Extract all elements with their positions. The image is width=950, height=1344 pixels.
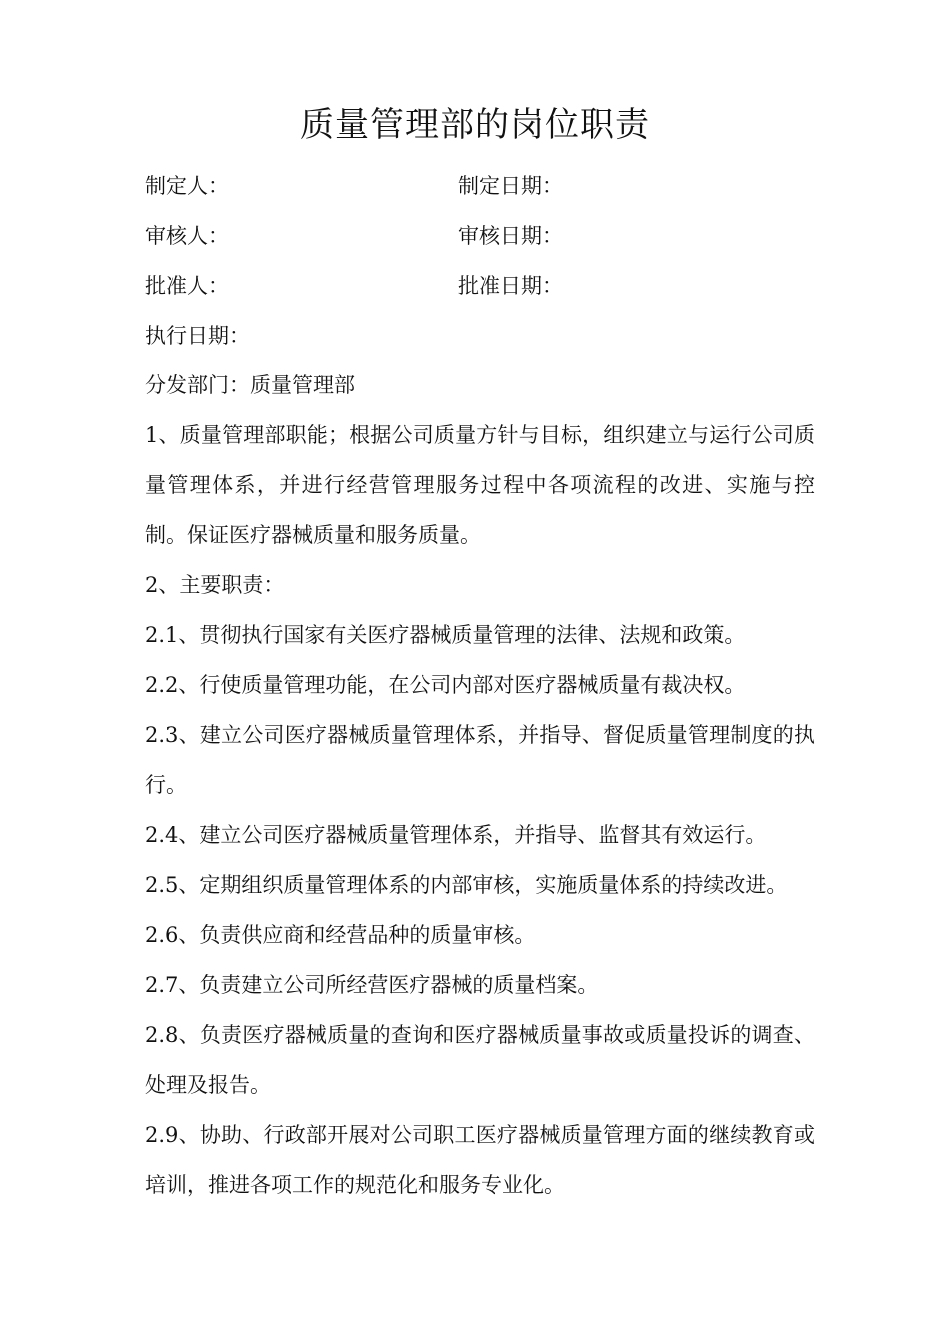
meta-row-distribution — [145, 360, 825, 410]
reviewed-by-label: 审核人： — [145, 224, 229, 248]
paragraph-main-duties-heading: 2、主要职责： — [145, 573, 285, 597]
paragraph-duty-2-2: 2.2、行使质量管理功能，在公司内部对医疗器械质量有裁决权。 — [145, 673, 746, 697]
prepared-date-label: 制定日期： — [458, 174, 563, 198]
effective-date-label: 执行日期： — [145, 324, 250, 348]
document-body — [145, 410, 815, 1210]
paragraph-duty-2-6: 2.6、负责供应商和经营品种的质量审核。 — [145, 923, 536, 947]
meta-row-prepared — [145, 161, 825, 211]
approved-date-label: 批准日期： — [458, 274, 563, 298]
paragraph-duty-2-8: 2.8、负责医疗器械质量的查询和医疗器械质量事故或质量投诉的调查、处理及报告。 — [145, 1023, 815, 1097]
meta-row-approved — [145, 261, 825, 311]
paragraph-function: 1、质量管理部职能；根据公司质量方针与目标，组织建立与运行公司质量管理体系，并进行经营管理服务过程中各项流程的改进、实施与控制。保证医疗器械质量和服务质量。 — [145, 423, 815, 547]
meta-row-reviewed — [145, 211, 825, 261]
meta-row-effective — [145, 311, 825, 361]
paragraph-duty-2-4: 2.4、建立公司医疗器械质量管理体系，并指导、监督其有效运行。 — [145, 823, 767, 847]
approved-by-label: 批准人： — [145, 274, 229, 298]
distribution-department: 分发部门：质量管理部 — [145, 373, 355, 397]
paragraph-duty-2-1: 2.1、贯彻执行国家有关医疗器械质量管理的法律、法规和政策。 — [145, 623, 746, 647]
reviewed-date-label: 审核日期： — [458, 224, 563, 248]
prepared-by-label: 制定人： — [145, 174, 229, 198]
paragraph-duty-2-5: 2.5、定期组织质量管理体系的内部审核，实施质量体系的持续改进。 — [145, 873, 788, 897]
document-title: 质量管理部的岗位职责 — [300, 105, 650, 145]
paragraph-duty-2-9: 2.9、协助、行政部开展对公司职工医疗器械质量管理方面的继续教育或培训，推进各项工作的规范化和服务专业化。 — [145, 1123, 815, 1197]
paragraph-duty-2-3: 2.3、建立公司医疗器械质量管理体系，并指导、督促质量管理制度的执行。 — [145, 723, 815, 797]
paragraph-duty-2-7: 2.7、负责建立公司所经营医疗器械的质量档案。 — [145, 973, 599, 997]
